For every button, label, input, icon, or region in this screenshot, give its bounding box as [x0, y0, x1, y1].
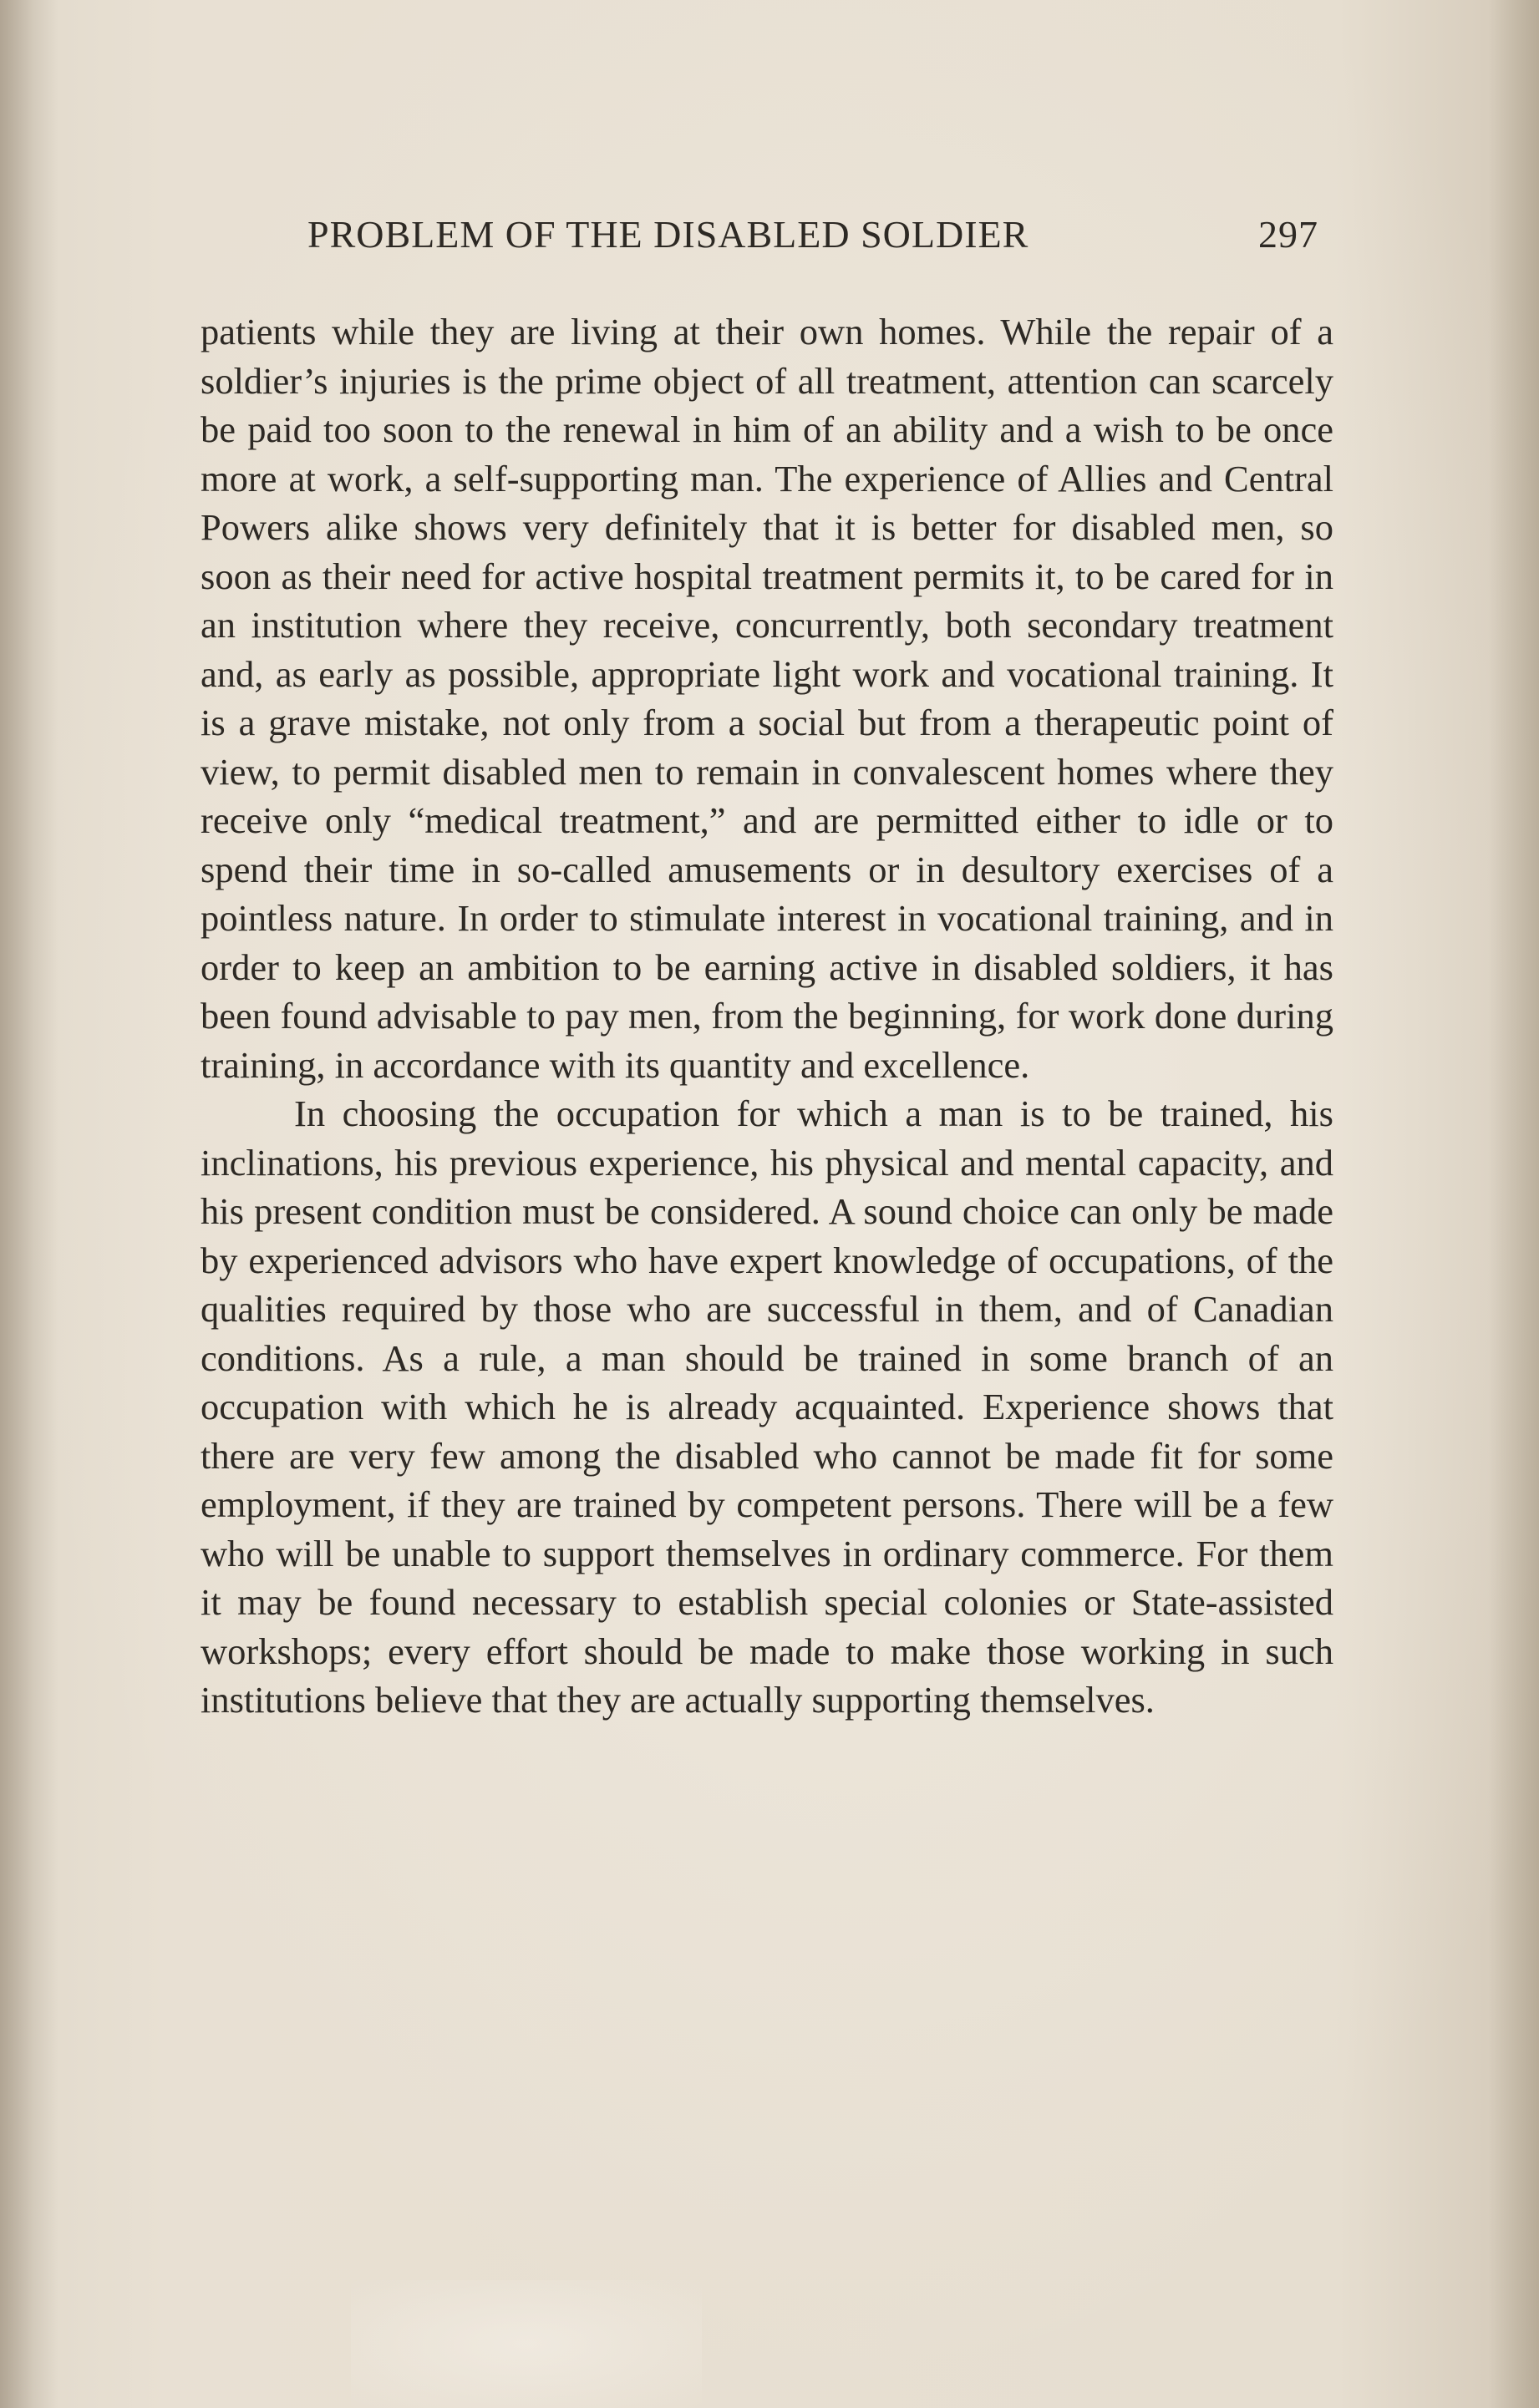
running-header — [307, 212, 1318, 271]
page-number: 297 — [1258, 213, 1318, 256]
binding-gutter-shadow — [0, 0, 58, 2408]
paragraph-2: In choosing the occupation for which a man is to be trained, his inclinations, his previous experience, his physical and mental capacity, and his present condition must be considered. A sound choice can only be made by experienced advisors who have expert knowledge of occupations, of the qualities required by those who are successful in them, and of Canadian conditions. As a rule, a man should be trained in some branch of an occupation with which he is already acquainted. Experience shows that there are very few among the disabled who cannot be made fit for some employment, if they are trained by competent persons. There will be a few who will be unable to support themselves in ordinary commerce. For them it may be found necessary to establish special colonies or State-assisted workshops; every effort should be made to make those working in such institutions believe that they are actually supporting themselves. — [201, 1092, 1333, 1721]
paragraph-1: patients while they are living at their own homes. While the repair of a soldier’s injuries is the prime object of all treatment, attention can scarcely be paid too soon to the renewal in him of an ability and a wish to be once more at work, a self-supporting man. The experience of Allies and Central Powers alike shows very definitely that it is better for disabled men, so soon as their need for active hospital treatment permits it, to be cared for in an institution where they receive, concurrently, both secondary treatment and, as early as possible, appropriate light work and vocational training. It is a grave mistake, not only from a social but from a therapeutic point of view, to permit disabled men to remain in convalescent homes where they receive only “medical treatment,” and are permitted either to idle or to spend their time in so-called amusements or in desultory exercises of a pointless nature. In order to stimulate interest in vocational training, and in order to keep an ambition to be earning active in disabled soldiers, it has been found advisable to pay men, from the beginning, for work done during training, in accordance with its quantity and excellence. — [201, 311, 1333, 1086]
page-edge-shadow — [1489, 0, 1539, 2408]
running-title: PROBLEM OF THE DISABLED SOLDIER — [307, 213, 1029, 256]
body-text — [201, 307, 1333, 1725]
paper-smudge — [351, 2280, 702, 2408]
